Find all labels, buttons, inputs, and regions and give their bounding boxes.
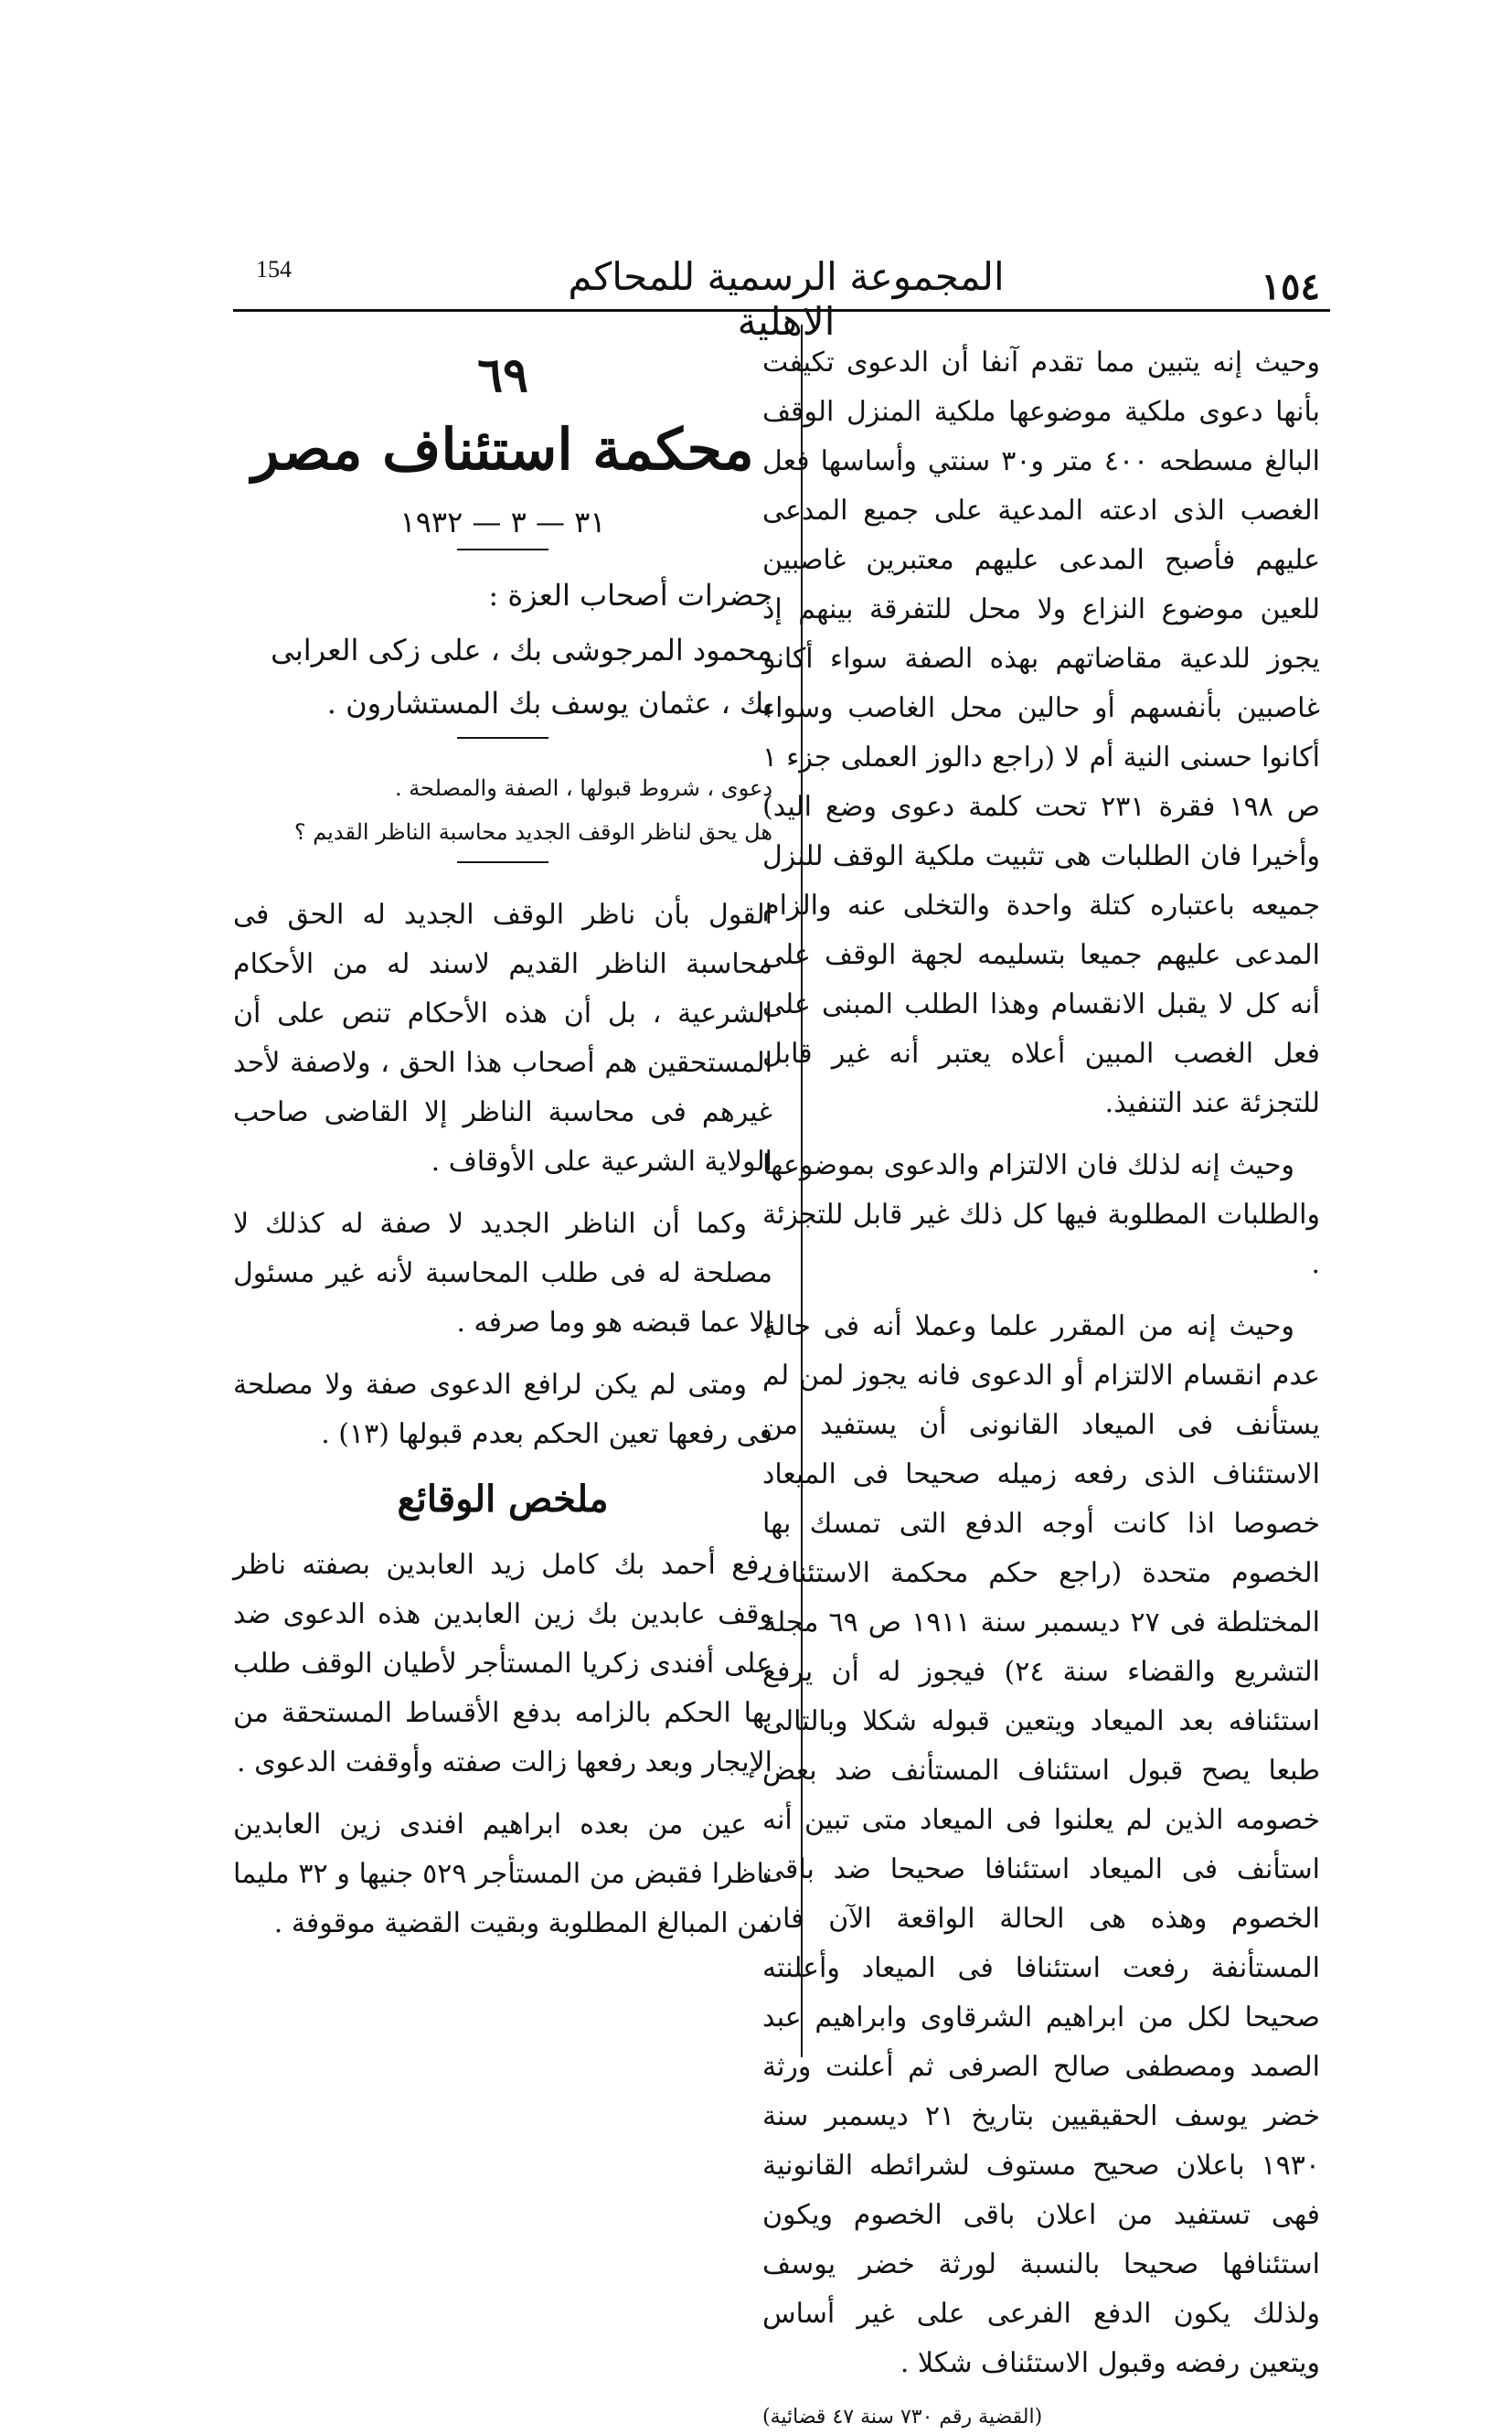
- topic-line: هل يحق لناظر الوقف الجديد محاسبة الناظر القديم ؟: [293, 819, 772, 845]
- body-paragraph: وحيث إنه لذلك فان الالتزام والدعوى بموضوعها والطلبات المطلوبة فيها كل ذلك غير قابل للتجزئة .: [762, 1149, 1320, 1280]
- page-number-latin: 154: [256, 256, 292, 283]
- divider: [457, 737, 548, 739]
- header-rule: [233, 309, 1330, 312]
- facts-heading: ملخص الوقائع: [397, 1478, 609, 1521]
- principle-paragraph: وكما أن الناظر الجديد لا صفة له كذلك لا مصلحة له فى طلب المحاسبة لأنه غير مسئول إلا عما قبضه هو وما صرفه .: [233, 1208, 772, 1339]
- left-column: [233, 338, 772, 1961]
- case-number: ٦٩: [477, 347, 528, 403]
- page-number-arabic: ١٥٤: [1261, 265, 1320, 308]
- journal-title: المجموعة الرسمية للمحاكم الاهلية: [568, 254, 1005, 344]
- principle-paragraph: القول بأن ناظر الوقف الجديد له الحق فى محاسبة الناظر القديم لاسند له من الأحكام الشرعية ، بل أن هذه الأحكام تنص على أن المستحقين هم أصحاب هذا الحق ، ولاصفة لأحد غيرهم فى محاسبة الناظر إلا القاضى صاحب الولاية الشرعية على الأوقاف .: [233, 899, 772, 1178]
- case-reference-note: (القضية رقم ٧٣٠ سنة ٤٧ قضائية): [762, 2406, 1043, 2429]
- court-name: محكمة استئناف مصر: [251, 416, 754, 483]
- facts-paragraph: رفع أحمد بك كامل زيد العابدين بصفته ناظر وقف عابدين بك زين العابدين هذه الدعوى ضد على أفندى زكريا المستأجر لأطيان الوقف طلب بها الحكم بالزامه بدفع الأقساط المستحقة من الإيجار وبعد رفعها زالت صفته وأوقفت الدعوى .: [233, 1549, 772, 1778]
- ruling-date: ٣١ — ٣ — ١٩٣٢: [399, 505, 606, 539]
- body-paragraph: وحيث إنه يتبين مما تقدم آنفا أن الدعوى تكيفت بأنها دعوى ملكية موضوعها ملكية المنزل الوقف البالغ مسطحه ٤٠٠ متر و٣٠ سنتي وأساسها فعل الغصب الذى ادعته المدعية على جميع المدعى عليهم فأصبح المدعى عليهم معتبرين غاصبين للعين موضوع النزاع ولا محل للتفرقة بينهم إذ يجوز للدعية مقاضاتهم بهذه الصفة سواء أكانو غاصبين بأنفسهم أو حالين محل الغاصب وسواء أكانوا حسنى النية أم لا (راجع دالوز العملى جزء ١ ص ١٩٨ فقرة ٢٣١ تحت كلمة دعوى وضع اليد) وأخيرا فان الطلبات هى تثبيت ملكية الوقف للنزل جميعه باعتباره كتلة واحدة والتخلى عنه والزام المدعى عليهم جميعا بتسليمه لجهة الوقف على أنه كل لا يقبل الانقسام وهذا الطلب المبنى على فعل الغصب المبين أعلاه يعتبر أنه غير قابل للتجزئة عند التنفيذ.: [762, 347, 1321, 1119]
- divider: [457, 861, 548, 863]
- principle-paragraph: ومتى لم يكن لرافع الدعوى صفة ولا مصلحة فى رفعها تعين الحكم بعدم قبولها (١٣) .: [233, 1369, 772, 1450]
- topic-line: دعوى ، شروط قبولها ، الصفة والمصلحة .: [394, 775, 772, 801]
- facts-paragraph: عين من بعده ابراهيم افندى زين العابدين ناظرا فقبض من المستأجر ٥٢٩ جنيها و ٣٢ مليما من المبالغ المطلوبة وبقيت القضية موقوفة .: [233, 1809, 772, 1939]
- divider: [457, 549, 548, 550]
- right-column: [762, 338, 1320, 2434]
- body-paragraph: وحيث إنه من المقرر علما وعملا أنه فى حالة عدم انقسام الالتزام أو الدعوى فانه يجوز لمن لم يستأنف فى الميعاد القانونى أن يستفيد من الاستئناف الذى رفعه زميله صحيحا فى الميعاد خصوصا اذا كانت أوجه الدفع التى تمسك بها الخصوم متحدة (راجع حكم محكمة الاستئناف المختلطة فى ٢٧ ديسمبر سنة ١٩١١ ص ٦٩ مجلة التشريع والقضاء سنة ٢٤) فيجوز له أن يرفع استئنافه بعد الميعاد ويتعين قبوله شكلا وبالتالى طبعا يصح قبول استئناف المستأنف ضد بعض خصومه الذين لم يعلنوا فى الميعاد متى تبين أنه استأنف فى الميعاد استئنافا صحيحا ضد باقى الخصوم وهذه هى الحالة الواقعة الآن فان المستأنفة رفعت استئنافا فى الميعاد وأعلنته صحيحا لكل من ابراهيم الشرقاوى وابراهيم عبد الصمد ومصطفى صالح الصرفى ثم أعلنت ورثة خضر يوسف الحقيقيين بتاريخ ٢١ ديسمبر سنة ١٩٣٠ باعلان صحيح مستوف لشرائطه القانونية فهى تستفيد من اعلان باقى الخصوم ويكون استئنافها صحيحا بالنسبة لورثة خضر يوسف ولذلك يكون الدفع الفرعى على غير أساس ويتعين رفضه وقبول الاستئناف شكلا .: [762, 1310, 1321, 2379]
- judges-intro: حضرات أصحاب العزة :: [488, 578, 772, 613]
- judges-list: محمود المرجوشى بك ، على زكى العرابى بك ، عثمان يوسف بك المستشارون .: [271, 633, 772, 721]
